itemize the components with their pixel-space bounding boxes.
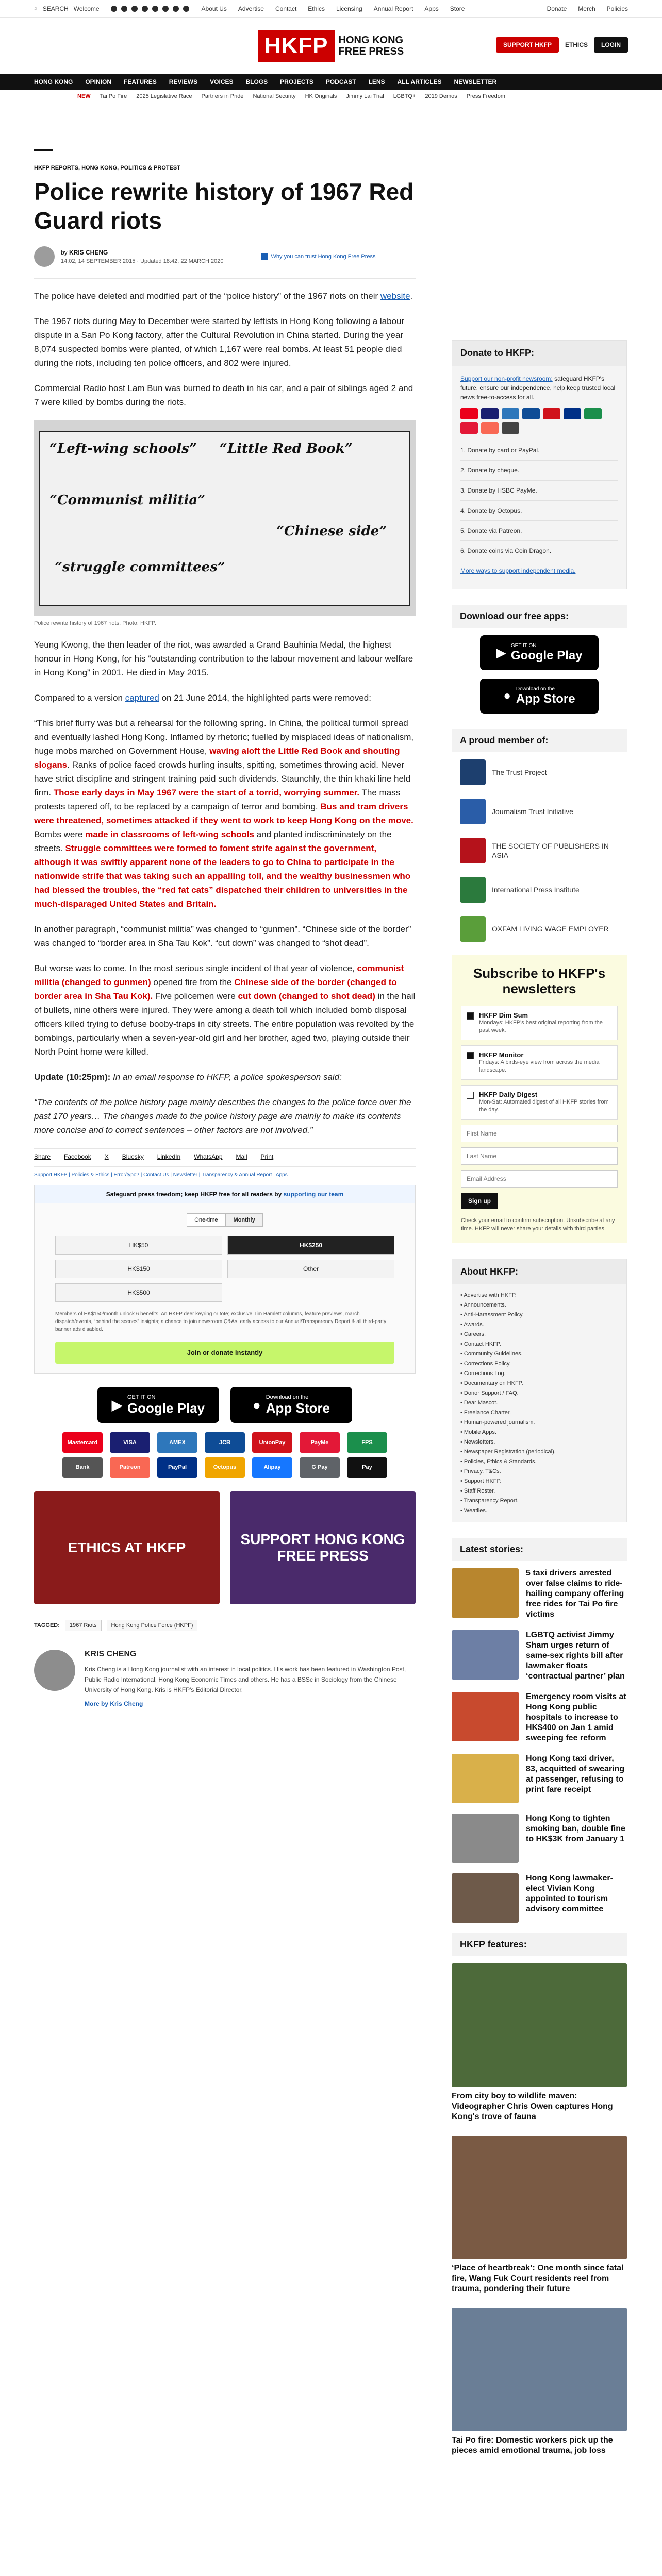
author-avatar[interactable] [34,246,55,267]
about-link[interactable]: • Freelance Charter. [460,1408,618,1418]
newsletter-option[interactable]: HKFP Monitor Fridays: A birds-eye view from across the media landscape. [461,1045,618,1080]
logo-words [339,35,404,57]
sidebar [452,340,627,2469]
apple-icon: ● [253,1397,261,1413]
photo-caption: Police rewrite history of 1967 riots. Photo: HKFP. [34,620,157,626]
about-link[interactable]: • Newspaper Registration (periodical). [460,1447,618,1457]
ethics-promo[interactable]: ETHICS AT HKFP [34,1491,220,1604]
subnav-item[interactable]: Press Freedom [466,93,505,99]
story-title[interactable]: Emergency room visits at Hong Kong public hospitals to increase to HK$400 on Jan 1 amid sweeping fee reform [526,1692,626,1742]
feature-image[interactable] [452,2308,627,2431]
app-store-badge[interactable]: ● Download on the App Store [230,1387,352,1423]
frequency-toggle [55,1213,394,1227]
google-play-badge[interactable]: ▶ GET IT ON Google Play [97,1387,219,1423]
utility-link[interactable]: Annual Report [373,5,413,12]
paypal-icon [564,408,581,419]
article-dates: 14:02, 14 SEPTEMBER 2015 · Updated 18:42, 22 MARCH 2020 [61,258,224,264]
sopa-icon[interactable] [460,838,486,863]
instagram-icon[interactable] [131,6,138,12]
utility-link[interactable]: Advertise [238,5,264,12]
donate-widget: Donate to HKFP: Support our non-profit newsroom: safeguard HKFP's future, ensure our independence, help keep trusted local news free-to-access for all. 1. Donate by card or PayPal. 2. Donate by cheque. 3. Donate by HSBC PayMe. 4. Donate by Octopus. 5. Donate via Patreon. 6. Donate coins via Coin Dragon. More ways to support independent media. [452,340,627,589]
about-link[interactable]: • Staff Roster. [460,1486,618,1496]
article [34,149,416,1707]
payme-icon [460,422,478,434]
about-link[interactable]: • Donor Support / FAQ. [460,1388,618,1398]
utility-link[interactable]: Store [450,5,465,12]
tags-row [34,1620,416,1631]
subnav-item[interactable]: HK Originals [305,93,337,99]
latest-story[interactable] [452,1692,627,1743]
about-link[interactable]: • Privacy, T&Cs. [460,1467,618,1477]
story-thumbnail[interactable] [452,1568,519,1618]
card-logos [460,408,618,434]
quote-2: But worse was to come. In the most serious single incident of that year of violence, communist militia (changed to gunmen) opened fire from the Chinese side of the border (changed to border area in Sha Tau Kok). Five policemen were cut down (changed to shot dead) in the hail of bullets, nine others were injured. They were among a death toll which included bomb disposal officers killed trying to defuse booby-traps in city streets. The entire population was revolted by the bombings, particularly when a seven-year-old girl and her brother, aged two, playing outside their North Point home were killed. [34,963,416,1057]
author-name[interactable]: KRIS CHENG [69,249,108,256]
byline-text: by KRIS CHENG 14:02, 14 SEPTEMBER 2015 · Updated 18:42, 22 MARCH 2020 [61,249,224,264]
trust-project-icon[interactable] [460,759,486,785]
member-org-name: Journalism Trust Initiative [492,807,573,816]
sub-nav [0,90,662,103]
nav-item[interactable]: HONG KONG [34,78,73,86]
about-link[interactable]: • Community Guidelines. [460,1349,618,1359]
about-link[interactable]: • Documentary on HKFP. [460,1379,618,1388]
donate-option[interactable]: More ways to support independent media. [460,561,618,581]
story-thumbnail[interactable] [452,1692,519,1741]
share-button[interactable]: Bluesky [122,1153,144,1160]
story-title[interactable]: Hong Kong taxi driver, 83, acquitted of swearing at passenger, refusing to print fare receipt [526,1754,625,1794]
quote-3: “The contents of the police history page mainly describes the changes to the police force over the past 170 years… The changes made to the police history page are mainly to make its contents more concise and to correct sentences – other factors are not involved.” [34,1097,411,1135]
author-box-name[interactable]: KRIS CHENG [85,1650,137,1658]
payment-logo: JCB [205,1432,245,1453]
search-link[interactable]: SEARCH [42,5,69,12]
support-team-link[interactable]: supporting our team [283,1191,344,1198]
about-link[interactable]: • Anti-Harassment Policy. [460,1310,618,1320]
update-paragraph: Update (10:25pm): In an email response to HKFP, a police spokesperson said: [34,1072,342,1082]
utility-left [34,5,189,12]
paragraph-2: The 1967 riots during May to December were started by leftists in Hong Kong following a labour dispute in a San Po Kong factory, after the Cultural Revolution in China started. During the year 8,074 suspected bombs were planted, of which 1,167 were real bombs. At least 51 people died during the riots, including ten police officers, and 802 were injured. [34,316,405,368]
share-row [34,1153,416,1160]
trust-label: Why you can trust Hong Kong Free Press [271,253,376,260]
ipi-icon[interactable] [460,877,486,903]
feature-item[interactable] [452,1963,627,2122]
payment-logo: PayPal [157,1457,197,1478]
story-title[interactable]: 5 taxi drivers arrested over false claims to ride-hailing company offering free rides for Tai Po fire victims [526,1569,624,1619]
jcb-icon [522,408,540,419]
payment-logo: PayMe [300,1432,340,1453]
social-icons [111,6,189,12]
utility-links [202,5,465,12]
unionpay-icon [543,408,560,419]
captured-link[interactable]: captured [125,693,159,703]
mastercard-icon [460,408,478,419]
payment-logo: Pay [347,1457,387,1478]
author-box [34,1650,416,1707]
linkedin-icon[interactable] [162,6,169,12]
support-links[interactable]: Support HKFP | Policies & Ethics | Error/typo? | Contact Us | Newsletter | Transparency & Annual Report | Apps [34,1172,288,1178]
story-title[interactable]: LGBTQ activist Jimmy Sham urges return of same-sex rights bill after lawmaker floats ‘contractual partner’ plan [526,1631,625,1681]
share-button[interactable]: WhatsApp [194,1153,223,1160]
first-name-field[interactable] [461,1125,618,1142]
subnav-item[interactable]: LGBTQ+ [393,93,416,99]
story-title[interactable]: Hong Kong lawmaker-elect Vivian Kong appointed to tourism advisory committee [526,1874,613,1913]
photo-label-2: “Little Red Book” [220,441,353,456]
story-thumbnail[interactable] [452,1630,519,1680]
about-link[interactable]: • Corrections Log. [460,1369,618,1379]
threads-icon[interactable] [142,6,148,12]
about-link[interactable]: • Newsletters. [460,1437,618,1447]
amount-option-selected[interactable]: HK$250 [227,1236,394,1255]
utility-link[interactable]: Contact [275,5,297,12]
nav-item[interactable]: FEATURES [124,78,157,86]
youtube-icon[interactable] [152,6,158,12]
newsletter-widget [452,955,627,1243]
latest-stories-title: Latest stories: [452,1538,627,1561]
member-org-name: International Press Institute [492,886,580,894]
paragraph-3: Commercial Radio host Lam Bun was burned to death in his car, and a pair of siblings aged 2 and 7 were killed by bombs during the riots. [34,383,413,407]
rss-icon[interactable] [183,6,189,12]
member-org-name: THE SOCIETY OF PUBLISHERS IN ASIA [492,842,609,859]
photo-label-1: “Left-wing schools” [49,441,197,456]
nav-item[interactable]: PODCAST [325,78,356,86]
checkbox-icon[interactable] [467,1092,474,1099]
feature-title[interactable]: ‘Place of heartbreak’: One month since fatal fire, Wang Fuk Court residents reel from trauma, pondering their future [452,2264,624,2293]
share-button[interactable]: LinkedIn [157,1153,181,1160]
donate-option[interactable]: 3. Donate by HSBC PayMe. [460,480,618,500]
kicker-rule [34,149,53,151]
paragraph-4: Yeung Kwong, the then leader of the riot, was awarded a Grand Bauhinia Medal, the highest honour in Hong Kong, for his “outstanding contribution to the labour movement and labour welfare in Hong Kong” in 2001. He died in May 2015. [34,640,413,677]
story-title[interactable]: Hong Kong to tighten smoking ban, double fine to HK$3K from January 1 [526,1814,625,1843]
utility-right-link[interactable]: Donate [547,5,567,12]
subnav-new-label: NEW [77,93,91,99]
share-button[interactable]: Print [260,1153,274,1160]
payment-logo: Octopus [205,1457,245,1478]
subnav-item[interactable]: 2019 Demos [425,93,457,99]
story-thumbnail[interactable] [452,1814,519,1863]
tag[interactable]: Hong Kong Police Force (HKPF) [107,1620,198,1631]
photo-label-4: “Chinese side” [276,523,387,539]
photo-label-5: “struggle committees” [55,560,225,575]
donate-option[interactable]: 5. Donate via Patreon. [460,520,618,540]
email-field[interactable] [461,1170,618,1188]
welcome-text: Welcome [73,5,100,12]
member-org-name: OXFAM LIVING WAGE EMPLOYER [492,925,609,933]
donate-option[interactable]: 1. Donate by card or PayPal. [460,440,618,460]
newsletter-fineprint: Check your email to confirm subscription. Unsubscribe at any time. HKFP will never share your details with third parties. [461,1217,615,1232]
last-name-field[interactable] [461,1147,618,1165]
login-button[interactable]: LOGIN [594,37,628,53]
utility-right [547,5,628,12]
share-button[interactable]: Mail [236,1153,247,1160]
feature-image[interactable] [452,1963,627,2087]
payment-logo: UnionPay [252,1432,292,1453]
website-link[interactable]: website [380,291,410,301]
telegram-icon[interactable] [173,6,179,12]
about-link[interactable]: • Announcements. [460,1300,618,1310]
about-link[interactable]: • Advertise with HKFP. [460,1291,618,1300]
newsletter-option[interactable]: HKFP Daily Digest Mon-Sat: Automated digest of all HKFP stories from the day. [461,1085,618,1120]
author-bio: Kris Cheng is a Hong Kong journalist with an interest in local politics. His work has been featured in Washington Post, Public Radio International, Hong Kong Economic Times and others. He has a BSSc in Sociology from the Chinese University of Hong Kong. Kris is HKFP's Editorial Director. [85,1666,406,1693]
about-link[interactable]: • Contact HKFP. [460,1340,618,1349]
trust-link[interactable] [261,253,376,260]
subnav-item[interactable]: Partners in Pride [201,93,244,99]
app-badges [34,1387,416,1423]
donate-title: Safeguard press freedom; keep HKFP free for all readers by supporting our team [35,1185,415,1203]
utility-link[interactable]: About Us [201,5,227,12]
donate-option[interactable]: 4. Donate by Octopus. [460,500,618,520]
main-nav [0,74,662,90]
play-icon: ▶ [111,1397,122,1413]
amex-icon [502,408,519,419]
paragraph-5: Compared to a version captured on 21 June 2014, the highlighted parts were removed: [34,693,371,703]
donate-widget-title: Donate to HKFP: [452,341,626,366]
nav-item[interactable]: OPINION [85,78,112,86]
share-button[interactable]: Share [34,1153,51,1160]
utility-link[interactable]: Licensing [336,5,362,12]
about-link[interactable]: • Corrections Policy. [460,1359,618,1369]
utility-link[interactable]: Apps [424,5,439,12]
utility-link[interactable]: Ethics [308,5,325,12]
trust-icon [261,253,268,260]
checkbox-checked-icon[interactable] [467,1052,474,1059]
sidebar-app-store[interactable]: ● Download on the App Store [480,679,599,714]
utility-right-link[interactable]: Policies [606,5,628,12]
latest-story[interactable] [452,1754,627,1803]
payment-logo: Alipay [252,1457,292,1478]
photo-label-3: “Communist militia” [49,493,206,508]
utility-right-link[interactable]: Merch [578,5,595,12]
bank-icon [502,422,519,434]
member-benefits: Members of HK$150/month unlock 6 benefits: An HKFP deer keyring or tote; exclusive Tim Hamlett columns, feature previews, march dispatch/events, “behind the scenes” insights; a chance to join newsroom Q&As, early access to our Annual/Transparency Report & all third-party banner ads disabled. [55,1311,387,1332]
quote-1: “This brief flurry was but a rehearsal for the following spring. In China, the political turmoil spread and eventually lashed Hong Kong. Inflamed by rhetoric; fuelled by misplaced ideas of nationalism, huge mobs marched on Government House, waving aloft the Little Red Book and shouting slogans. Ranks of police faced crowds hurling insults, spitting, sometimes throwing acid. Never have strict discipline and stringent training paid such dividends. Staunchly, the thin khaki line held firm. Those early days in May 1967 were the start of a torrid, worrying summer. The mass protests tapered off, to be replaced by a campaign of terror and bombing. Bus and tram drivers were threatened, sometimes attacked if they went to work to keep Hong Kong on the move. Bombs were made in classrooms of left-wing schools and planted indiscriminately on the streets. Struggle committees were formed to foment strife against the government, although it was swiftly apparent none of the leaders to go to China to participate in the nationwide strife that was taking such an appalling toll, and the wealthy businessmen who had blessed the troubles, the “red fat cats” dispatched their children to universities in the much-disparaged United States and Britain. [34,718,414,909]
fps-icon [584,408,602,419]
search-icon[interactable]: ⌕ [34,5,38,12]
amount-option[interactable]: HK$50 [55,1236,222,1255]
paragraph-1: The police have deleted and modified part of the “police history” of the 1967 riots on their website. [34,291,413,301]
subnav-item[interactable]: National Security [253,93,296,99]
payment-logo: G Pay [300,1457,340,1478]
amount-option[interactable]: HK$500 [55,1283,222,1302]
article-title: Police rewrite history of 1967 Red Guard riots [34,178,414,234]
ethics-link[interactable]: ETHICS [565,41,588,48]
about-widget [452,1259,627,1522]
divider [34,278,416,279]
nav-item[interactable]: VOICES [210,78,234,86]
support-promo[interactable]: SUPPORT HONG KONG FREE PRESS [230,1491,416,1604]
play-icon: ▶ [496,646,506,660]
feature-item[interactable] [452,2136,627,2294]
photo-board [39,431,410,606]
story-thumbnail[interactable] [452,1873,519,1923]
feature-title[interactable]: Tai Po fire: Domestic workers pick up the pieces amid emotional trauma, job loss [452,2436,613,2455]
story-thumbnail[interactable] [452,1754,519,1803]
one-time-tab[interactable]: One-time [187,1213,225,1227]
oxfam-icon[interactable] [460,916,486,942]
visa-icon [481,408,499,419]
amount-option[interactable]: HK$150 [55,1260,222,1278]
masthead-actions [496,37,628,53]
payment-methods [34,1432,416,1478]
nonprofit-link[interactable]: Support our non-profit newsroom: [460,375,553,382]
apps-widget-title: Download our free apps: [452,605,627,628]
donate-box [34,1185,416,1374]
x-icon[interactable] [121,6,127,12]
payment-logo: VISA [110,1432,150,1453]
amount-option-other[interactable]: Other [227,1260,394,1278]
promo-banners [34,1491,416,1604]
about-link[interactable]: • Mobile Apps. [460,1428,618,1437]
nav-item[interactable]: ALL ARTICLES [397,78,442,86]
about-link[interactable]: • Weatlies. [460,1506,618,1516]
payment-logo: Bank [62,1457,103,1478]
divider [34,1148,416,1149]
paragraph-6: In another paragraph, “communist militia” was changed to “gunmen”. “Chinese side of the border” was changed to “border area in Sha Tau Kok”. “cut down” was changed to “shot dead”. [34,924,411,948]
support-hkfp-button[interactable]: SUPPORT HKFP [496,37,559,53]
patreon-icon [481,422,499,434]
jti-icon[interactable] [460,799,486,824]
payment-logo: AMEX [157,1432,197,1453]
features-list [452,1963,627,2456]
tag[interactable]: 1967 Riots [65,1620,102,1631]
about-link[interactable]: • Careers. [460,1330,618,1340]
member-orgs [452,759,627,942]
site-logo[interactable] [258,30,404,62]
signup-button[interactable]: Sign up [461,1193,498,1209]
utility-bar [0,0,662,18]
author-photo[interactable] [34,1650,75,1691]
donate-option[interactable]: 2. Donate by cheque. [460,460,618,480]
share-button[interactable]: Facebook [64,1153,91,1160]
nav-item[interactable]: LENS [368,78,385,86]
nav-item[interactable]: REVIEWS [169,78,198,86]
about-link[interactable]: • Human-powered journalism. [460,1418,618,1428]
facebook-icon[interactable] [111,6,117,12]
logo-line-1: HONG KONG [338,35,404,46]
latest-stories [452,1568,627,1923]
byline [34,246,416,267]
article-kicker[interactable]: HKFP REPORTS, HONG KONG, POLITICS & PROTEST [34,165,180,171]
features-title: HKFP features: [452,1933,627,1956]
payment-logo: FPS [347,1432,387,1453]
feature-item[interactable] [452,2308,627,2456]
subnav-item[interactable]: Tai Po Fire [100,93,127,99]
nav-item[interactable]: PROJECTS [280,78,313,86]
latest-story[interactable] [452,1630,627,1682]
about-link[interactable]: • Transparency Report. [460,1496,618,1506]
proud-member-title: A proud member of: [452,729,627,752]
about-list [452,1284,626,1522]
tags-label: TAGGED: [34,1622,60,1629]
member-org-name: The Trust Project [492,768,547,776]
more-by-author-link[interactable]: More by Kris Cheng [85,1700,143,1707]
join-donate-button[interactable]: Join or donate instantly [55,1342,394,1364]
about-title: About HKFP: [452,1259,626,1284]
about-link[interactable]: • Policies, Ethics & Standards. [460,1457,618,1467]
payment-logo: Mastercard [62,1432,103,1453]
latest-story[interactable] [452,1873,627,1923]
latest-story[interactable] [452,1814,627,1863]
newsletter-option[interactable]: HKFP Dim Sum Mondays: HKFP's best original reporting from the past week. [461,1006,618,1040]
subnav-items [100,93,505,99]
donate-option[interactable]: 6. Donate coins via Coin Dragon. [460,540,618,561]
donate-options [460,440,618,581]
share-button[interactable]: X [104,1153,109,1160]
latest-story[interactable] [452,1568,627,1620]
payment-logo: Patreon [110,1457,150,1478]
logo-mark: HKFP [258,30,335,62]
checkbox-checked-icon[interactable] [467,1012,474,1020]
nav-item[interactable]: NEWSLETTER [454,78,497,86]
sidebar-google-play[interactable]: ▶ GET IT ON Google Play [480,635,599,670]
masthead [0,18,662,74]
monthly-tab[interactable]: Monthly [226,1213,263,1227]
subnav-item[interactable]: 2025 Legislative Race [136,93,192,99]
newsletter-title: Subscribe to HKFP's newsletters [473,965,606,996]
apple-icon: ● [503,689,511,703]
article-photo [34,420,416,616]
about-link[interactable]: • Awards. [460,1320,618,1330]
feature-image[interactable] [452,2136,627,2259]
subnav-item[interactable]: Jimmy Lai Trial [346,93,384,99]
logo-line-2: FREE PRESS [338,46,404,57]
nav-item[interactable]: BLOGS [245,78,268,86]
feature-title[interactable]: From city boy to wildlife maven: Videographer Chris Owen captures Hong Kong's trove of fauna [452,2092,613,2121]
about-link[interactable]: • Support HKFP. [460,1477,618,1486]
donation-amounts [55,1236,394,1302]
about-link[interactable]: • Dear Mascot. [460,1398,618,1408]
divider [34,1166,416,1167]
